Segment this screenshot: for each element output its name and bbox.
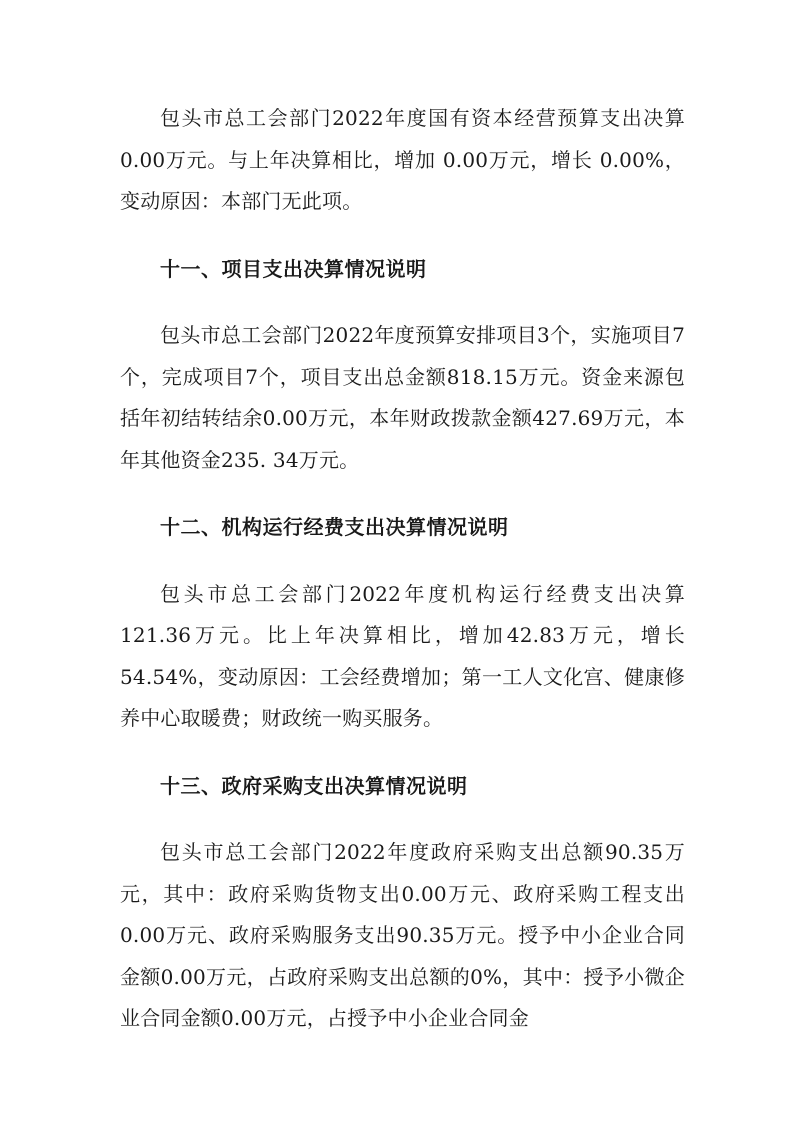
heading-government-procurement: 十三、政府采购支出决算情况说明 [160,773,468,798]
heading-operating-expenses: 十二、机构运行经费支出决算情况说明 [160,515,509,539]
document-page [120,98,685,1040]
paragraph-government-procurement: 包头市总工会部门2022年度政府采购支出总额90.35万元，其中：政府采购货物支出0.00万元、政府采购工程支出0.00万元、政府采购服务支出90.35万元。授予中小企业合同金额0.00万元，占政府采购支出总额的0%，其中：授予小微企业合同金额0.00万元，占授予中小企业合同金 [120,840,685,1030]
paragraph-state-capital-budget: 包头市总工会部门2022年度国有资本经营预算支出决算 0.00万元。与上年决算相比，增加 0.00万元，增长 0.00%，变动原因：本部门无此项。 [120,106,685,213]
paragraph-project-expenditure: 包头市总工会部门2022年度预算安排项目3个，实施项目7个，完成项目7个，项目支出总金额818.15万元。资金来源包括年初结转结余0.00万元，本年财政拨款金额427.69万元，本年其他资金235. 34万元。 [120,323,685,472]
paragraph-operating-expenses: 包头市总工会部门2022年度机构运行经费支出决算121.36万元。比上年决算相比，增加42.83万元，增长54.54%，变动原因：工会经费增加；第一工人文化宫、健康修养中心取暖费；财政统一购买服务。 [120,581,685,730]
heading-project-expenditure: 十一、项目支出决算情况说明 [160,256,427,281]
